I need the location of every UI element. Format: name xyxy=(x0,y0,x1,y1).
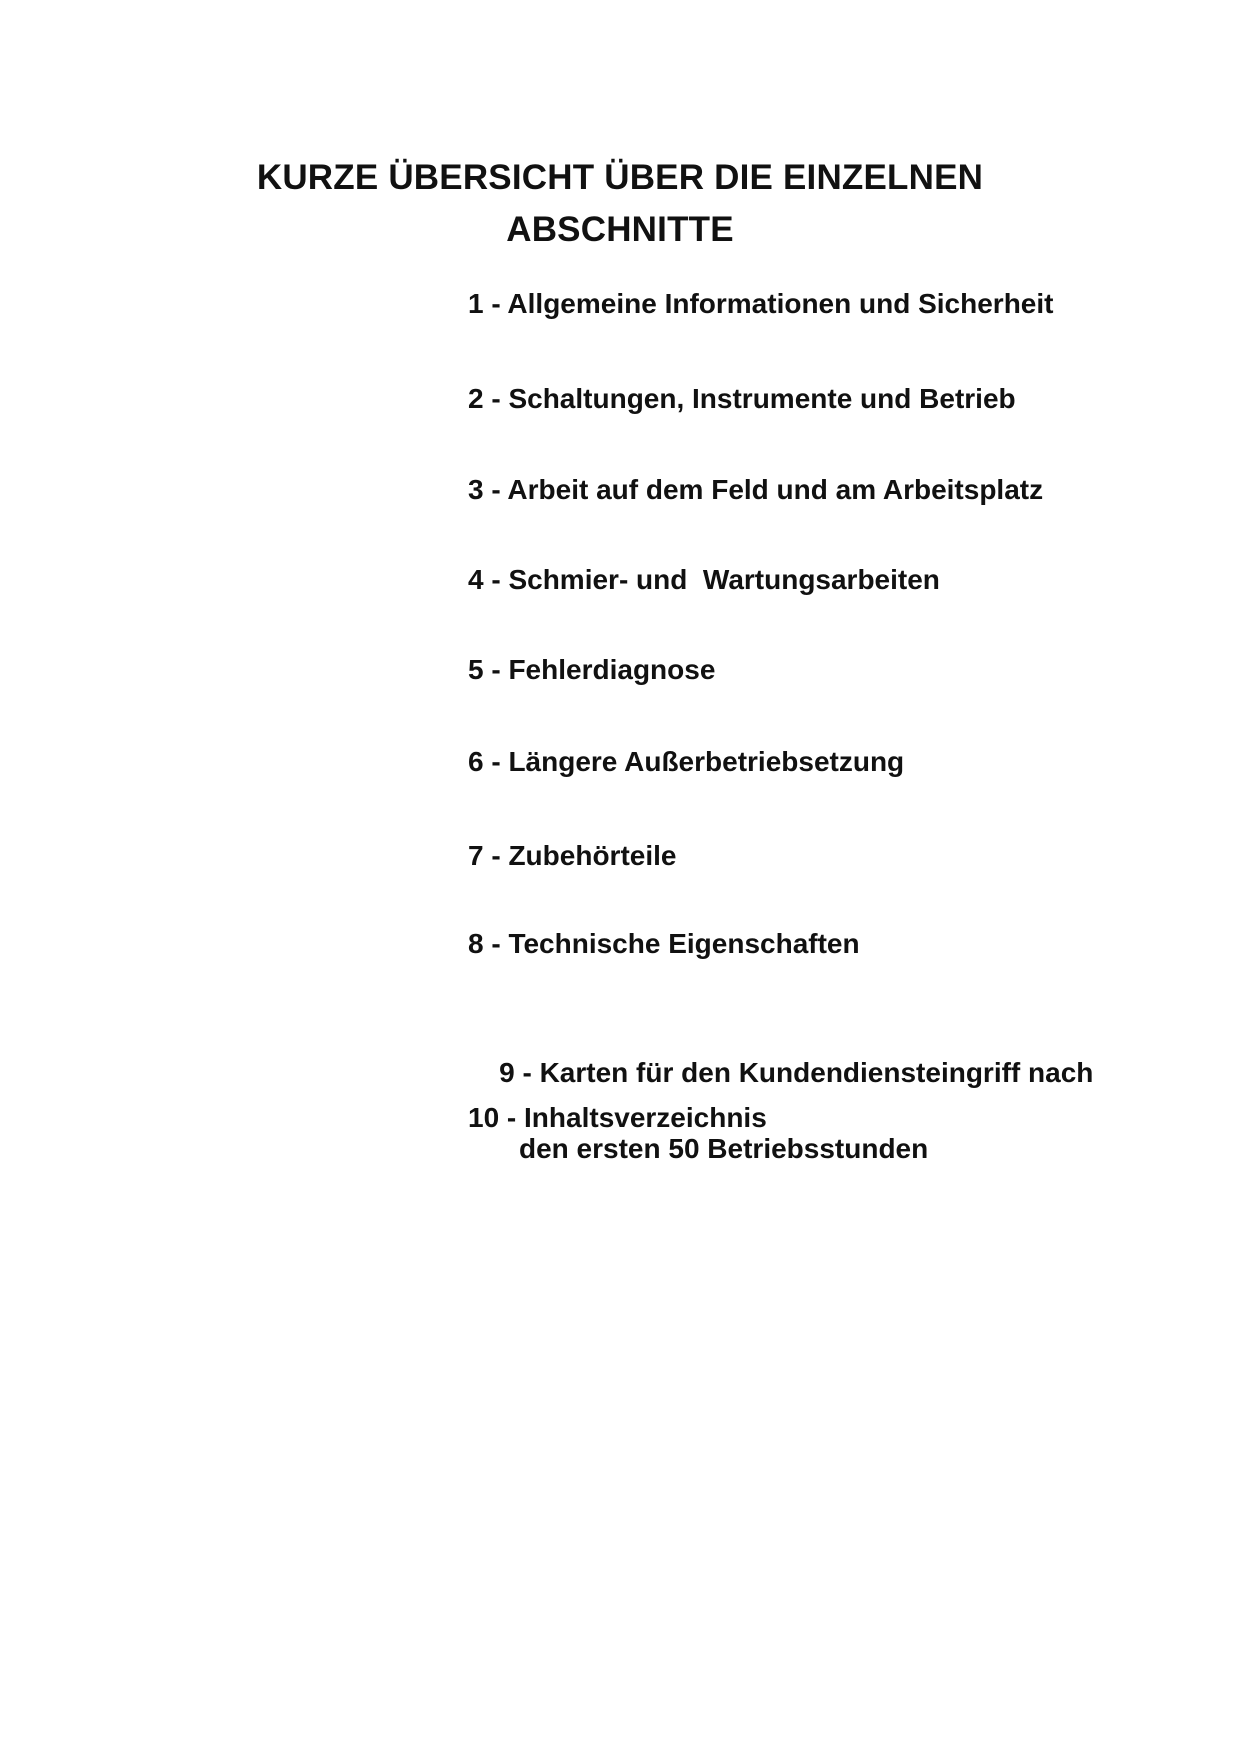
page-title-line-2: ABSCHNITTE xyxy=(506,210,734,249)
section-item-8: 8 - Technische Eigenschaften xyxy=(468,928,860,959)
section-item-7: 7 - Zubehörteile xyxy=(468,840,677,871)
section-item-3: 3 - Arbeit auf dem Feld und am Arbeitsplatz xyxy=(468,474,1044,505)
section-item-2: 2 - Schaltungen, Instrumente und Betrieb xyxy=(468,383,1016,414)
section-item-10: 10 - Inhaltsverzeichnis xyxy=(468,1102,767,1133)
page-title-line-1: KURZE ÜBERSICHT ÜBER DIE EINZELNEN xyxy=(256,158,984,197)
section-item-4: 4 - Schmier- und Wartungsarbeiten xyxy=(468,564,940,595)
section-item-6: 6 - Längere Außerbetriebsetzung xyxy=(468,746,905,777)
section-item-9-text: 9 - Karten für den Kundendiensteingriff nach xyxy=(499,1057,1094,1088)
section-item-5: 5 - Fehlerdiagnose xyxy=(468,654,716,685)
section-item-1: 1 - Allgemeine Informationen und Sicherheit xyxy=(468,288,1054,319)
section-item-9-continuation: den ersten 50 Betriebsstunden xyxy=(519,1133,929,1164)
section-overview-list xyxy=(468,0,1208,1164)
